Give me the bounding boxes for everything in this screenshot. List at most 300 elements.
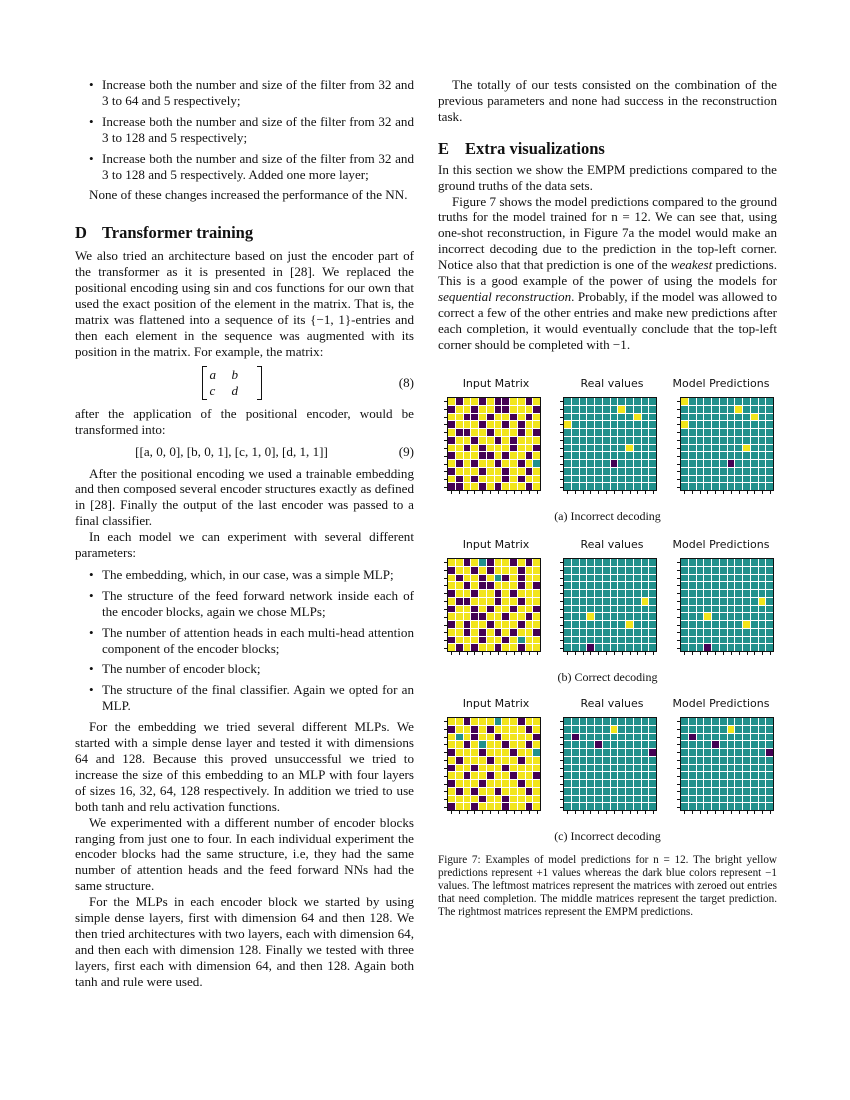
matrix-cell xyxy=(533,429,540,436)
matrix-cell xyxy=(526,757,533,764)
matrix-cell xyxy=(649,429,656,436)
matrix-title: Real values xyxy=(580,377,644,390)
matrix-cell xyxy=(689,772,696,779)
matrix-cell xyxy=(510,749,517,756)
matrix-cell xyxy=(759,567,766,574)
matrix-cell xyxy=(728,406,735,413)
section-heading-e: E Extra visualizations xyxy=(438,138,605,158)
matrix-cell xyxy=(464,726,471,733)
matrix-cell xyxy=(471,398,478,405)
matrix-cell xyxy=(712,598,719,605)
matrix-cell xyxy=(689,803,696,810)
matrix-cell xyxy=(487,445,494,452)
matrix-cell xyxy=(510,726,517,733)
matrix-cell xyxy=(751,414,758,421)
matrix-cell xyxy=(580,437,587,444)
matrix-cell xyxy=(649,718,656,725)
matrix-cell xyxy=(533,613,540,620)
axis-tick xyxy=(677,487,680,488)
matrix-cell xyxy=(766,803,773,810)
axis-tick xyxy=(444,744,447,745)
matrix-cell xyxy=(611,476,618,483)
matrix-cell xyxy=(681,613,688,620)
matrix-cell xyxy=(572,749,579,756)
matrix-cell xyxy=(720,468,727,475)
matrix-cell xyxy=(766,476,773,483)
list-item: • The number of attention heads in each multi-head attention component of the encoder blocks; xyxy=(89,624,414,656)
matrix-cell xyxy=(751,621,758,628)
matrix-cell xyxy=(479,718,486,725)
matrix-cell xyxy=(611,796,618,803)
matrix-cell xyxy=(720,765,727,772)
matrix-cell xyxy=(564,726,571,733)
matrix-cell xyxy=(712,796,719,803)
matrix-cell xyxy=(626,637,633,644)
matrix-cell xyxy=(626,772,633,779)
matrix-cell xyxy=(479,567,486,574)
axis-tick xyxy=(622,811,623,814)
matrix-cell xyxy=(712,567,719,574)
axis-tick xyxy=(770,811,771,814)
matrix-cell xyxy=(735,476,742,483)
matrix-cell xyxy=(495,559,502,566)
matrix-cell xyxy=(502,606,509,613)
matrix-cell xyxy=(587,726,594,733)
matrix-cell xyxy=(564,757,571,764)
matrix-cell xyxy=(564,559,571,566)
matrix-cell xyxy=(564,749,571,756)
matrix-cell xyxy=(735,414,742,421)
matrix-cell xyxy=(720,629,727,636)
matrix-cell xyxy=(580,621,587,628)
matrix-cell xyxy=(681,757,688,764)
matrix-cell xyxy=(580,567,587,574)
matrix-cell xyxy=(743,483,750,490)
matrix-cell xyxy=(502,406,509,413)
matrix-cell xyxy=(518,445,525,452)
matrix-cell xyxy=(642,606,649,613)
matrix-cell xyxy=(634,406,641,413)
matrix-cell xyxy=(572,429,579,436)
matrix-cell xyxy=(697,613,704,620)
matrix-cell xyxy=(704,637,711,644)
x-axis-ticks xyxy=(680,811,774,814)
matrix-cell xyxy=(510,644,517,651)
matrix-cell xyxy=(533,437,540,444)
axis-tick xyxy=(567,811,568,814)
matrix-cell xyxy=(642,803,649,810)
matrix-cell xyxy=(487,621,494,628)
matrix-cell xyxy=(759,398,766,405)
matrix-cell xyxy=(766,637,773,644)
matrix-cell xyxy=(564,613,571,620)
matrix-cell xyxy=(689,788,696,795)
matrix-cell xyxy=(634,718,641,725)
matrix-cell xyxy=(510,796,517,803)
matrix-cell xyxy=(751,734,758,741)
matrix-cell xyxy=(618,468,625,475)
axis-tick xyxy=(677,401,680,402)
matrix-cell xyxy=(603,483,610,490)
matrix-cell xyxy=(611,772,618,779)
paragraph: after the application of the positional encoder, would be transformed into: xyxy=(75,405,414,437)
matrix-cell xyxy=(642,718,649,725)
matrix-cell xyxy=(611,406,618,413)
matrix-cell xyxy=(618,621,625,628)
matrix-cell xyxy=(533,421,540,428)
matrix-cell xyxy=(735,644,742,651)
matrix-cell xyxy=(649,788,656,795)
matrix-cell xyxy=(720,621,727,628)
axis-tick xyxy=(560,640,563,641)
matrix-cell xyxy=(487,741,494,748)
matrix-cell xyxy=(487,468,494,475)
matrix-cell xyxy=(728,637,735,644)
matrix-cell xyxy=(456,644,463,651)
axis-tick xyxy=(723,491,724,494)
matrix-cell xyxy=(448,445,455,452)
matrix-cell xyxy=(471,590,478,597)
matrix-cell xyxy=(728,598,735,605)
matrix-cell xyxy=(712,606,719,613)
axis-tick xyxy=(444,625,447,626)
matrix-cell xyxy=(572,734,579,741)
matrix-cell xyxy=(502,644,509,651)
axis-tick xyxy=(614,811,615,814)
matrix-cell xyxy=(766,460,773,467)
matrix-cell xyxy=(572,726,579,733)
matrix-cell xyxy=(456,590,463,597)
matrix-cell xyxy=(456,575,463,582)
x-axis-ticks xyxy=(447,652,541,655)
matrix-cell xyxy=(618,437,625,444)
matrix-cell xyxy=(456,629,463,636)
axis-tick xyxy=(560,471,563,472)
matrix-cell xyxy=(587,765,594,772)
matrix-cell xyxy=(533,398,540,405)
matrix-cell xyxy=(642,629,649,636)
matrix-cell xyxy=(448,452,455,459)
matrix-cell xyxy=(720,780,727,787)
matrix-cell xyxy=(479,621,486,628)
axis-tick xyxy=(637,652,638,655)
matrix-cell xyxy=(634,765,641,772)
matrix-cell xyxy=(735,575,742,582)
matrix-cell xyxy=(448,803,455,810)
matrix-cell xyxy=(735,445,742,452)
matrix-cell xyxy=(572,772,579,779)
matrix-heatmap-real xyxy=(563,558,657,652)
matrix-cell xyxy=(751,590,758,597)
matrix-cell xyxy=(487,629,494,636)
matrix-cell xyxy=(728,590,735,597)
matrix-cell xyxy=(572,741,579,748)
matrix-cell xyxy=(766,429,773,436)
axis-tick xyxy=(598,811,599,814)
matrix-cell xyxy=(759,406,766,413)
matrix-cell xyxy=(595,483,602,490)
matrix-cell xyxy=(712,765,719,772)
matrix-cell xyxy=(518,437,525,444)
matrix-cell xyxy=(735,629,742,636)
matrix-cell xyxy=(502,757,509,764)
matrix-cell xyxy=(697,621,704,628)
y-axis-ticks xyxy=(560,558,563,652)
matrix-cell xyxy=(587,590,594,597)
axis-tick xyxy=(762,491,763,494)
matrix-cell xyxy=(735,606,742,613)
matrix-cell xyxy=(471,483,478,490)
matrix-cell xyxy=(689,613,696,620)
matrix-cell xyxy=(464,445,471,452)
matrix-cell xyxy=(603,559,610,566)
matrix-cell xyxy=(495,749,502,756)
y-axis-ticks xyxy=(444,717,447,811)
matrix-cell xyxy=(587,637,594,644)
matrix-cell xyxy=(495,590,502,597)
matrix-cell xyxy=(502,460,509,467)
matrix-cell xyxy=(766,483,773,490)
matrix-cell xyxy=(510,629,517,636)
matrix-cell xyxy=(634,476,641,483)
matrix-cell xyxy=(759,765,766,772)
matrix-cell xyxy=(649,741,656,748)
matrix-cell xyxy=(526,575,533,582)
matrix-cell xyxy=(471,559,478,566)
matrix-cell xyxy=(456,765,463,772)
matrix-cell xyxy=(611,718,618,725)
matrix-cell xyxy=(580,613,587,620)
matrix-cell xyxy=(587,718,594,725)
matrix-cell xyxy=(728,629,735,636)
matrix-cell xyxy=(595,780,602,787)
matrix-cell xyxy=(587,788,594,795)
subfigure-caption: (a) Incorrect decoding xyxy=(554,509,661,523)
matrix-cell xyxy=(681,559,688,566)
matrix-cell xyxy=(751,598,758,605)
matrix-cell xyxy=(720,559,727,566)
matrix-cell xyxy=(456,718,463,725)
axis-tick xyxy=(677,784,680,785)
matrix-cell xyxy=(464,772,471,779)
matrix-cell xyxy=(487,757,494,764)
matrix-cell xyxy=(471,803,478,810)
matrix-cell xyxy=(689,406,696,413)
matrix-cell xyxy=(634,629,641,636)
matrix-cell xyxy=(456,559,463,566)
matrix-cell xyxy=(572,476,579,483)
matrix-cell xyxy=(697,468,704,475)
matrix-cell xyxy=(564,437,571,444)
matrix-cell xyxy=(766,644,773,651)
matrix-cell xyxy=(572,590,579,597)
matrix-cell xyxy=(743,582,750,589)
axis-tick xyxy=(560,601,563,602)
matrix-cell xyxy=(533,644,540,651)
matrix-cell xyxy=(595,429,602,436)
matrix-cell xyxy=(720,741,727,748)
matrix-cell xyxy=(479,613,486,620)
matrix-cell xyxy=(697,803,704,810)
matrix-cell xyxy=(618,788,625,795)
matrix-cell xyxy=(572,483,579,490)
matrix-cell xyxy=(572,757,579,764)
matrix-cell xyxy=(526,772,533,779)
matrix-cell xyxy=(603,460,610,467)
matrix-cell xyxy=(495,567,502,574)
matrix-cell xyxy=(618,613,625,620)
matrix-cell xyxy=(735,421,742,428)
matrix-cell xyxy=(587,460,594,467)
matrix-cell xyxy=(510,606,517,613)
x-axis-ticks xyxy=(680,652,774,655)
matrix-cell xyxy=(580,629,587,636)
matrix-cell xyxy=(587,629,594,636)
matrix-cell xyxy=(595,606,602,613)
axis-tick xyxy=(677,448,680,449)
matrix-cell xyxy=(510,621,517,628)
axis-tick xyxy=(653,491,654,494)
axis-tick xyxy=(677,776,680,777)
matrix-cell xyxy=(766,445,773,452)
axis-tick xyxy=(762,811,763,814)
matrix-cell xyxy=(634,559,641,566)
matrix-cell xyxy=(502,598,509,605)
matrix-cell xyxy=(448,718,455,725)
matrix-cell xyxy=(681,621,688,628)
axis-tick xyxy=(506,811,507,814)
matrix-cell xyxy=(533,567,540,574)
matrix-cell xyxy=(728,644,735,651)
axis-tick xyxy=(606,811,607,814)
matrix-cell xyxy=(712,445,719,452)
matrix-cell xyxy=(649,726,656,733)
matrix-cell xyxy=(759,726,766,733)
subfigure-caption: (c) Incorrect decoding xyxy=(554,829,661,843)
matrix-cell xyxy=(697,460,704,467)
matrix-cell xyxy=(564,598,571,605)
matrix-cell xyxy=(487,637,494,644)
matrix-cell xyxy=(448,606,455,613)
matrix-cell xyxy=(728,476,735,483)
axis-tick xyxy=(444,487,447,488)
matrix-cell xyxy=(487,452,494,459)
matrix-cell xyxy=(689,575,696,582)
matrix-cell xyxy=(487,398,494,405)
matrix-cell xyxy=(642,726,649,733)
axis-tick xyxy=(677,640,680,641)
matrix-cell xyxy=(704,468,711,475)
matrix-cell xyxy=(518,796,525,803)
matrix-cell xyxy=(448,437,455,444)
matrix-cell xyxy=(642,468,649,475)
axis-tick xyxy=(707,811,708,814)
matrix-cell xyxy=(464,757,471,764)
matrix-cell xyxy=(464,613,471,620)
paragraph: The totally of our tests consisted on the combination of the previous parameters and none had success in the reconstruction task. xyxy=(438,77,777,124)
matrix-cell xyxy=(751,765,758,772)
axis-tick xyxy=(707,491,708,494)
matrix-cell xyxy=(704,476,711,483)
matrix-cell xyxy=(533,476,540,483)
matrix-cell xyxy=(689,437,696,444)
matrix-cell xyxy=(479,741,486,748)
matrix-cell xyxy=(471,621,478,628)
matrix-cell xyxy=(766,452,773,459)
matrix-cell xyxy=(735,468,742,475)
matrix-cell xyxy=(634,483,641,490)
matrix-cell xyxy=(743,749,750,756)
matrix-cell xyxy=(728,606,735,613)
matrix-cell xyxy=(564,734,571,741)
matrix-cell xyxy=(448,398,455,405)
axis-tick xyxy=(747,652,748,655)
matrix-cell xyxy=(759,644,766,651)
matrix-cell xyxy=(533,606,540,613)
matrix-cell xyxy=(697,796,704,803)
matrix-cell xyxy=(479,726,486,733)
matrix-cell xyxy=(649,621,656,628)
matrix-cell xyxy=(642,741,649,748)
matrix-cell xyxy=(611,757,618,764)
matrix-cell xyxy=(572,414,579,421)
matrix-cell xyxy=(735,734,742,741)
matrix-cell xyxy=(603,429,610,436)
matrix-cell xyxy=(751,559,758,566)
matrix-cell xyxy=(595,741,602,748)
matrix-cell xyxy=(572,421,579,428)
matrix-cell xyxy=(759,414,766,421)
matrix-cell xyxy=(502,437,509,444)
matrix-cell xyxy=(495,406,502,413)
matrix-cell xyxy=(564,421,571,428)
matrix-cell xyxy=(728,398,735,405)
matrix-cell xyxy=(611,598,618,605)
matrix-cell xyxy=(735,406,742,413)
matrix-cell xyxy=(751,772,758,779)
matrix-cell xyxy=(495,757,502,764)
matrix-cell xyxy=(448,741,455,748)
matrix-cell xyxy=(603,644,610,651)
matrix-cell xyxy=(634,468,641,475)
axis-tick xyxy=(560,479,563,480)
matrix-cell xyxy=(766,421,773,428)
axis-tick xyxy=(677,601,680,602)
matrix-cell xyxy=(743,765,750,772)
matrix-cell xyxy=(634,803,641,810)
matrix-cell xyxy=(743,621,750,628)
matrix-cell xyxy=(603,575,610,582)
matrix-cell xyxy=(735,772,742,779)
axis-tick xyxy=(560,456,563,457)
matrix-cell xyxy=(751,749,758,756)
matrix-cell xyxy=(618,582,625,589)
matrix-heatmap-input xyxy=(447,558,541,652)
axis-tick xyxy=(521,811,522,814)
axis-tick xyxy=(715,491,716,494)
matrix-cell xyxy=(533,460,540,467)
matrix-cell xyxy=(587,613,594,620)
matrix-cell xyxy=(649,567,656,574)
matrix-cell xyxy=(743,575,750,582)
matrix-cell xyxy=(611,734,618,741)
paragraph: For the embedding we tried several different MLPs. We started with a simple dense layer and tested it with dimensions 64 and 128. Because this proved unsuccessful we tried to increase the size of this embedding to an MLP with four layers of sizes 16, 32, 64, 128 respectively. In addition we tried to use both tanh and relu activation functions. xyxy=(75,719,414,814)
matrix-cell xyxy=(479,796,486,803)
matrix-cell xyxy=(603,406,610,413)
matrix-cell xyxy=(533,788,540,795)
matrix-cell xyxy=(634,796,641,803)
matrix-cell xyxy=(587,476,594,483)
